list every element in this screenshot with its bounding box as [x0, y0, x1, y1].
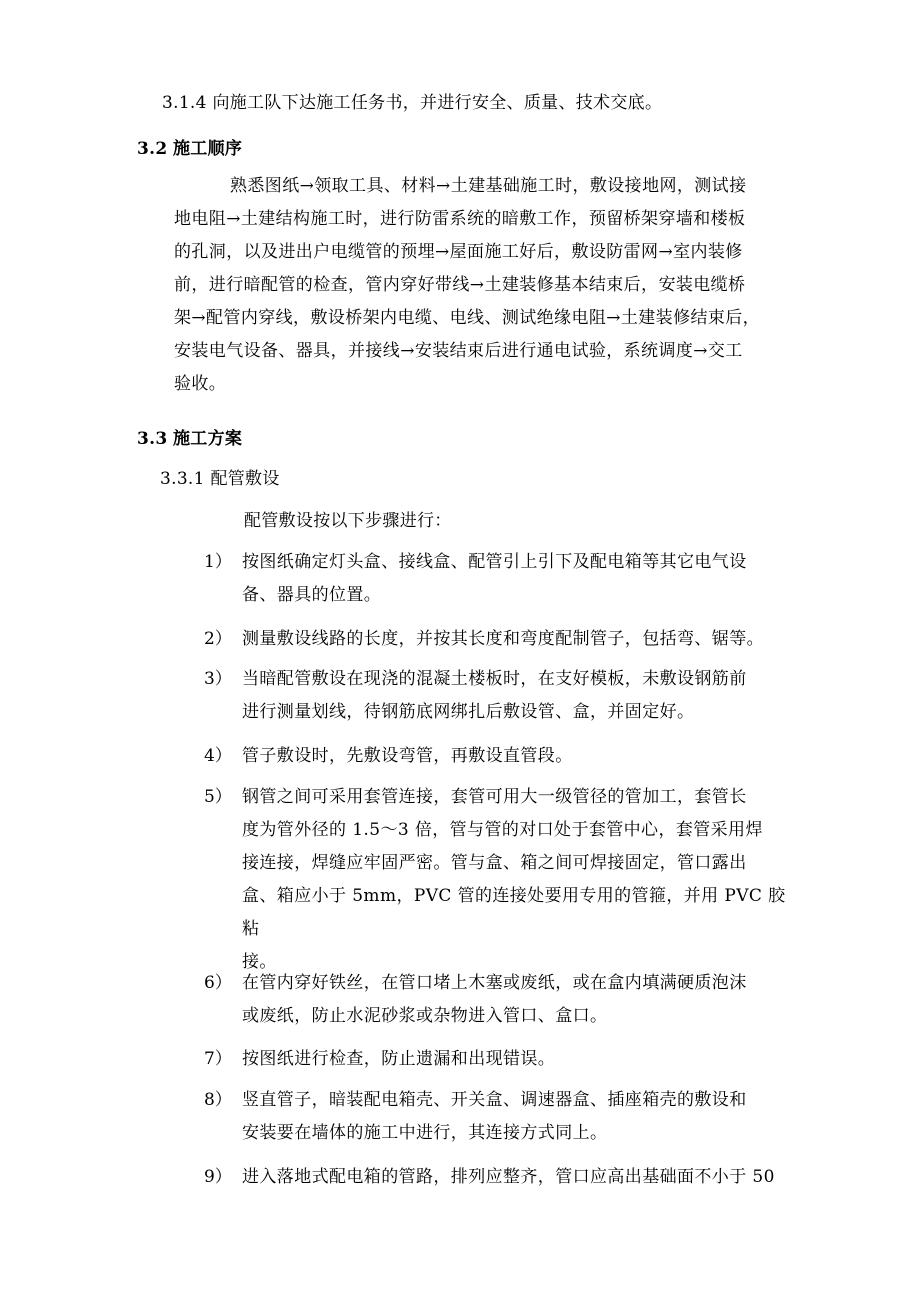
subheading-3-3-1: 3.3.1 配管敷设 [160, 469, 280, 489]
list-item-line: 进入落地式配电箱的管路，排列应整齐，管口应高出基础面不小于 50 [242, 1167, 775, 1187]
list-item-line: 按图纸进行检查，防止遗漏和出现错误。 [242, 1049, 556, 1069]
list-item-line: 或废纸，防止水泥砂浆或杂物进入管口、盒口。 [242, 1006, 608, 1026]
steps-intro: 配管敷设按以下步骤进行： [244, 511, 452, 531]
sequence-line: 架→配管内穿线，敷设桥架内电缆、电线、测试绝缘电阻→土建装修结束后， [174, 308, 761, 328]
list-item-text [242, 623, 790, 656]
list-item-line: 管子敷设时，先敷设弯管，再敷设直管段。 [242, 746, 573, 766]
list-item-text [242, 740, 790, 773]
heading-3-3 [137, 428, 242, 450]
list-item-line: 当暗配管敷设在现浇的混凝土楼板时，在支好模板，未敷设钢筋前 [242, 669, 747, 689]
list-marker: 2） [204, 629, 232, 649]
list-item-line: 进行测量划线，待钢筋底网绑扎后敷设管、盒，并固定好。 [242, 702, 695, 722]
list-item-text [242, 663, 790, 729]
list-marker: 5） [204, 787, 232, 807]
list-item-text [242, 1161, 790, 1194]
heading-title: 施工顺序 [173, 139, 243, 159]
heading-number: 3.3 [137, 429, 168, 449]
list-marker: 9） [204, 1167, 232, 1187]
list-marker: 8） [204, 1090, 232, 1110]
paragraph-3-1-4: 3.1.4 向施工队下达施工任务书，并进行安全、质量、技术交底。 [162, 93, 663, 113]
list-item-line: 测量敷设线路的长度，并按其长度和弯度配制管子，包括弯、锯等。 [242, 629, 764, 649]
list-item-line: 钢管之间可采用套管连接，套管可用大一级管径的管加工，套管长 [242, 787, 747, 807]
list-item-text [242, 781, 790, 979]
list-marker: 6） [204, 973, 232, 993]
sequence-line: 地电阻→土建结构施工时，进行防雷系统的暗敷工作，预留桥架穿墙和楼板 [174, 209, 746, 229]
sequence-line: 的孔洞，以及进出户电缆管的预埋→屋面施工好后，敷设防雷网→室内装修 [174, 242, 743, 262]
list-item-text [242, 1043, 790, 1076]
heading-number: 3.2 [137, 139, 168, 159]
sequence-line: 安装电气设备、器具，并接线→安装结束后进行通电试验，系统调度→交工 [174, 341, 743, 361]
sequence-line: 熟悉图纸→领取工具、材料→土建基础施工时，敷设接地网，测试接 [230, 176, 747, 196]
heading-title: 施工方案 [173, 429, 243, 449]
list-item-text [242, 546, 790, 612]
construction-sequence-paragraph [174, 170, 760, 401]
list-item-line: 度为管外径的 1.5～3 倍，管与管的对口处于套管中心，套管采用焊 [242, 820, 763, 840]
list-item-line: 按图纸确定灯头盒、接线盒、配管引上引下及配电箱等其它电气设 [242, 552, 747, 572]
list-item-line: 备、器具的位置。 [242, 585, 382, 605]
list-item-line: 竖直管子，暗装配电箱壳、开关盒、调速器盒、插座箱壳的敷设和 [242, 1090, 747, 1110]
list-item-line: 盒、箱应小于 5mm，PVC 管的连接处要用专用的管箍，并用 PVC 胶粘 [242, 886, 786, 939]
list-item-line: 接。 [242, 952, 277, 972]
list-item-line: 接连接，焊缝应牢固严密。管与盒、箱之间可焊接固定，管口露出 [242, 853, 747, 873]
list-item-text [242, 967, 790, 1033]
heading-3-2 [137, 138, 242, 160]
sequence-line: 验收。 [174, 374, 227, 394]
list-item-text [242, 1084, 790, 1150]
list-marker: 3） [204, 669, 232, 689]
list-item-line: 安装要在墙体的施工中进行，其连接方式同上。 [242, 1123, 608, 1143]
list-marker: 1） [204, 552, 232, 572]
sequence-line: 前，进行暗配管的检查，管内穿好带线→土建装修基本结束后，安装电缆桥 [174, 275, 746, 295]
list-marker: 7） [204, 1049, 232, 1069]
list-marker: 4） [204, 746, 232, 766]
list-item-line: 在管内穿好铁丝，在管口堵上木塞或废纸，或在盒内填满硬质泡沫 [242, 973, 747, 993]
